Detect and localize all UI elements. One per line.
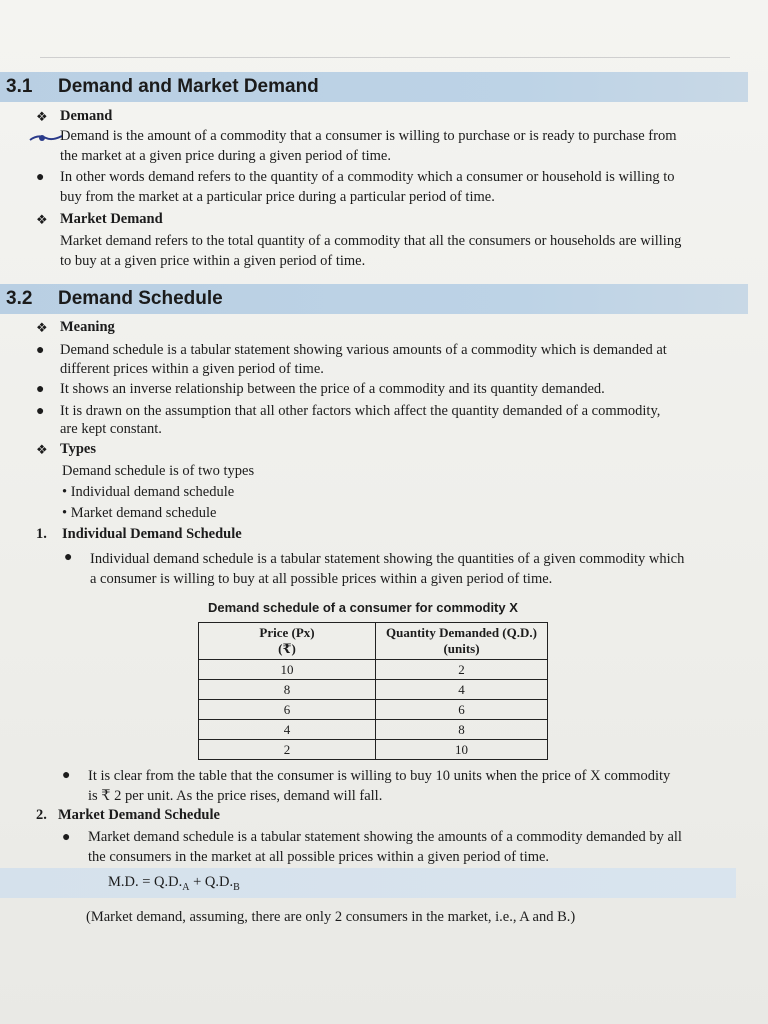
table-caption: Demand schedule of a consumer for commodity X <box>208 600 518 615</box>
demand-heading: Demand <box>60 108 113 124</box>
demand-schedule-table <box>198 622 548 760</box>
meaning-point-3-line-1: It is drawn on the assumption that all other factors which affect the quantity demanded of a commodity, <box>60 403 661 419</box>
meaning-heading: Meaning <box>60 319 115 335</box>
quantity-header-unit: (units) <box>443 641 480 656</box>
type-market: • Market demand schedule <box>62 505 217 521</box>
table-row <box>199 680 548 700</box>
demand-para-2-line-1: In other words demand refers to the quantity of a commodity which a consumer or household is willing to <box>60 169 675 185</box>
section-number: 3.1 <box>6 76 33 97</box>
bullet-icon: ● <box>62 768 71 783</box>
market-schedule-heading-number: 2. <box>36 807 47 823</box>
formula-plus: + Q.D. <box>189 874 234 890</box>
bullet-icon: ● <box>62 830 71 845</box>
diamond-bullet-icon: ❖ <box>36 212 48 227</box>
bullet-icon: ● <box>36 170 45 185</box>
bullet-icon: ● <box>36 343 45 358</box>
quantity-cell: 10 <box>376 740 548 760</box>
table-row <box>199 660 548 680</box>
quantity-cell: 4 <box>376 680 548 700</box>
price-cell: 10 <box>199 660 376 680</box>
demand-para-1-line-2: the market at a given price during a given period of time. <box>60 148 391 164</box>
bullet-icon: ● <box>36 382 45 397</box>
quantity-cell: 6 <box>376 700 548 720</box>
formula-subscript-b: B <box>233 881 240 893</box>
quantity-header-label: Quantity Demanded (Q.D.) <box>386 625 537 640</box>
diamond-bullet-icon: ❖ <box>36 442 48 457</box>
formula-md: M.D. = Q.D. <box>108 874 183 890</box>
formula-subscript-a: A <box>182 881 190 893</box>
section-title: Demand Schedule <box>58 288 223 309</box>
top-rule <box>40 57 730 58</box>
table-conclusion-line-1: It is clear from the table that the consumer is willing to buy 10 units when the price of X commodity <box>88 768 671 784</box>
quantity-column-header <box>376 623 548 660</box>
type-individual: • Individual demand schedule <box>62 484 235 500</box>
market-demand-schedule-heading: Market Demand Schedule <box>58 807 220 823</box>
market-demand-formula <box>108 873 240 897</box>
market-demand-line-2: to buy at a given price within a given period of time. <box>60 253 366 269</box>
bullet-icon: ● <box>64 550 73 565</box>
price-column-header <box>199 623 376 660</box>
demand-para-1-line-1: Demand is the amount of a commodity that a consumer is willing to purchase or is ready to purchase from <box>60 128 677 144</box>
bullet-icon: ● <box>36 404 45 419</box>
price-cell: 4 <box>199 720 376 740</box>
table-row <box>199 720 548 740</box>
quantity-cell: 2 <box>376 660 548 680</box>
table-conclusion-line-2: is ₹ 2 per unit. As the price rises, demand will fall. <box>88 788 383 804</box>
formula-note: (Market demand, assuming, there are only 2 consumers in the market, i.e., A and B.) <box>86 909 576 925</box>
types-heading: Types <box>60 441 96 457</box>
meaning-point-1-line-2: different prices within a given period of time. <box>60 361 324 377</box>
price-cell: 8 <box>199 680 376 700</box>
meaning-point-3-line-2: are kept constant. <box>60 421 162 437</box>
market-demand-heading: Market Demand <box>60 211 163 227</box>
market-demand-line-1: Market demand refers to the total quantity of a commodity that all the consumers or households are willing <box>60 233 682 249</box>
section-3-1-header <box>0 72 748 102</box>
price-cell: 6 <box>199 700 376 720</box>
table-row <box>199 700 548 720</box>
market-schedule-line-1: Market demand schedule is a tabular statement showing the amounts of a commodity demanded by all <box>88 829 682 845</box>
diamond-bullet-icon: ❖ <box>36 109 48 124</box>
demand-para-2-line-2: buy from the market at a particular price during a particular period of time. <box>60 189 495 205</box>
meaning-point-1-line-1: Demand schedule is a tabular statement showing various amounts of a commodity which is demanded at <box>60 342 667 358</box>
diamond-bullet-icon: ❖ <box>36 320 48 335</box>
quantity-cell: 8 <box>376 720 548 740</box>
types-intro: Demand schedule is of two types <box>62 463 255 479</box>
section-number: 3.2 <box>6 288 33 309</box>
individual-demand-heading: Individual Demand Schedule <box>62 526 242 542</box>
section-title: Demand and Market Demand <box>58 76 319 97</box>
individual-line-2: a consumer is willing to buy at all possible prices within a given period of time. <box>90 571 553 587</box>
individual-line-1: Individual demand schedule is a tabular statement showing the quantities of a given commodity which <box>90 551 685 567</box>
individual-heading-number: 1. <box>36 526 47 542</box>
pen-bullet-icon <box>28 130 64 146</box>
market-schedule-line-2: the consumers in the market at all possible prices within a given period of time. <box>88 849 550 865</box>
price-cell: 2 <box>199 740 376 760</box>
meaning-point-2: It shows an inverse relationship between the price of a commodity and its quantity demanded. <box>60 381 605 397</box>
table-header-row <box>199 623 548 660</box>
section-3-2-header <box>0 284 748 314</box>
price-header-unit: (₹) <box>278 641 296 656</box>
price-header-label: Price (Px) <box>259 625 315 640</box>
table-row <box>199 740 548 760</box>
